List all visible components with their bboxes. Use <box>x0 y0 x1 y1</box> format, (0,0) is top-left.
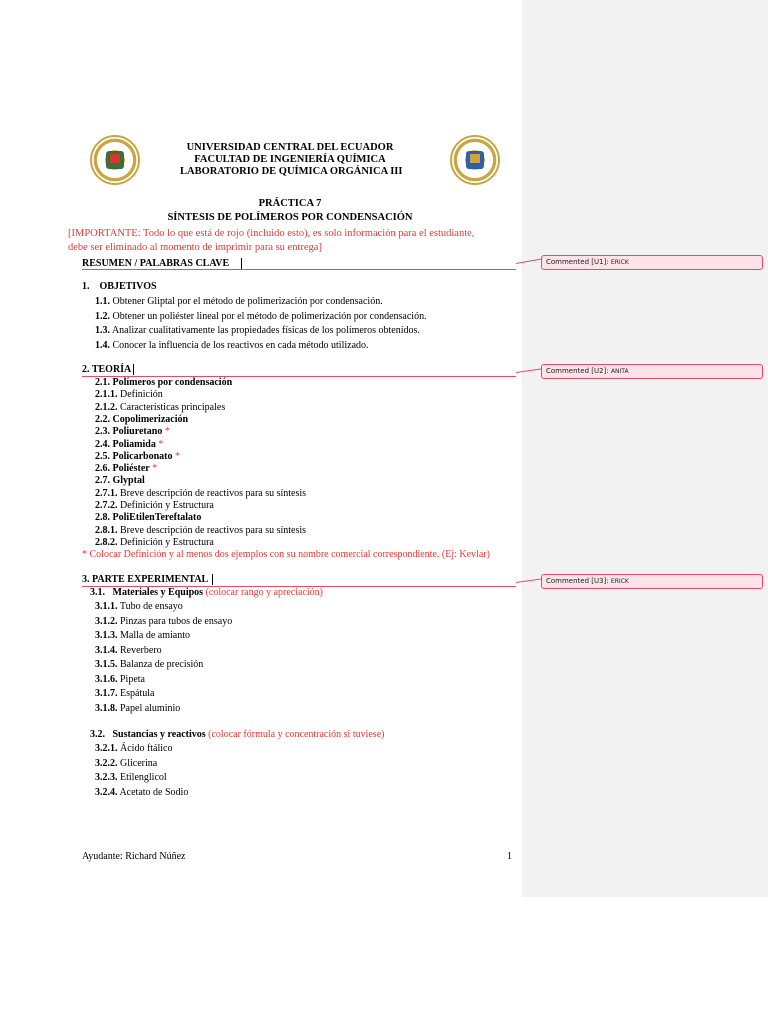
objetivo-item-text: Obtener Gliptal por el método de polimerización por condensación. <box>112 296 383 307</box>
faculty-name: FACULTAD DE INGENIERÍA QUÍMICA <box>194 154 386 165</box>
sustancia-item <box>95 743 172 755</box>
material-item-text: Pinzas para tubos de ensayo <box>120 615 233 627</box>
teoria-item-text: Polímeros por condensación <box>112 377 233 388</box>
materiales-label: Materiales y Equipos <box>112 587 204 598</box>
teoria-item-number: 2.4. <box>95 438 110 450</box>
material-item-number: 3.1.1. <box>95 601 118 612</box>
teoria-item-number: 2.8.1. <box>95 524 118 536</box>
teoria-item-text: Policarbonato <box>112 450 173 462</box>
material-item-number: 3.1.8. <box>95 702 118 714</box>
teoria-item-asterisk: * <box>175 450 180 462</box>
teoria-item-number: 2.8.2. <box>95 536 118 548</box>
teoria-item <box>95 389 163 401</box>
comment-u3-author: ERICK <box>610 578 629 585</box>
lab-name: LABORATORIO DE QUÍMICA ORGÁNICA III <box>180 166 403 177</box>
important-note-line1: [IMPORTANTE: Todo lo que está de rojo (incluido esto), es solo información para el estudiante, <box>68 228 475 239</box>
teoria-item-text: Copolimerización <box>112 413 189 425</box>
teoria-note: * Colocar Definición y al menos dos ejemplos con su nombre comercial correspondiente. (Ej: Kevlar) <box>82 549 490 560</box>
material-item <box>95 659 203 671</box>
teoria-item <box>95 426 170 438</box>
sustancia-item-text: Acetato de Sodio <box>119 786 189 798</box>
teoria-item-text: Breve descripción de reactivos para su síntesis <box>120 487 307 499</box>
comment-anchor-u2 <box>133 364 134 375</box>
teoria-item <box>95 500 214 512</box>
material-item <box>95 616 232 628</box>
teoria-item-number: 2.5. <box>95 450 110 462</box>
teoria-item-number: 2.8. <box>95 512 110 524</box>
section-resumen[interactable]: RESUMEN / PALABRAS CLAVE <box>82 258 230 269</box>
teoria-item <box>95 451 180 463</box>
teoria-item-asterisk: * <box>158 438 164 450</box>
teoria-item-text: Definición <box>120 389 163 401</box>
practice-number: PRÁCTICA 7 <box>258 198 322 209</box>
teoria-item-number: 2.1. <box>95 377 110 388</box>
teoria-item <box>95 377 232 389</box>
section-teoria[interactable]: 2. TEORÍA <box>82 364 132 375</box>
teoria-item <box>95 475 145 487</box>
objetivo-item-number: 1.2. <box>95 310 110 322</box>
objetivo-item <box>95 311 427 323</box>
material-item-number: 3.1.2. <box>95 615 118 627</box>
material-item-text: Reverbero <box>120 644 162 656</box>
sustancia-item <box>95 772 167 784</box>
footer-assistant: Ayudante: Richard Núñez <box>82 851 186 862</box>
material-item-number: 3.1.4. <box>95 644 118 656</box>
teoria-item-number: 2.7. <box>95 475 110 487</box>
objetivo-item-number: 1.1. <box>95 296 110 307</box>
teoria-item-text: Definición y Estructura <box>120 500 214 511</box>
objetivo-item <box>95 325 420 337</box>
teoria-item <box>95 414 188 426</box>
objetivos-heading: OBJETIVOS <box>99 281 157 292</box>
sustancia-item-number: 3.2.1. <box>95 743 118 754</box>
teoria-item-text: Poliéster <box>112 463 150 475</box>
teoria-item-asterisk: * <box>152 463 158 475</box>
teoria-item-number: 2.7.2. <box>95 500 118 511</box>
university-name: UNIVERSIDAD CENTRAL DEL ECUADOR <box>186 142 394 153</box>
comment-u1[interactable] <box>541 255 763 270</box>
sustancia-item-number: 3.2.3. <box>95 772 118 783</box>
teoria-item-asterisk: * <box>164 426 170 438</box>
sustancia-item <box>95 787 188 799</box>
teoria-item <box>95 402 225 414</box>
material-item-number: 3.1.3. <box>95 630 118 641</box>
sustancia-item <box>95 758 157 770</box>
comments-pane <box>522 0 768 897</box>
sustancias-note: (colocar fórmula y concentración si tuviese) <box>208 729 385 740</box>
material-item <box>95 630 190 642</box>
faculty-logo-right <box>450 135 500 185</box>
section-objetivos <box>82 281 157 292</box>
teoria-item <box>95 525 306 537</box>
teoria-item-text: Definición y Estructura <box>120 536 214 548</box>
comment-u3-label: Commented [U3]: <box>546 577 609 585</box>
material-item-text: Espátula <box>120 688 155 699</box>
teoria-item <box>95 463 157 475</box>
teoria-item-text: Poliamida <box>112 438 156 450</box>
material-item-number: 3.1.7. <box>95 688 118 699</box>
objetivo-item-number: 1.4. <box>95 339 110 351</box>
teoria-item <box>95 488 306 500</box>
materiales-note: (colocar rango y apreciación) <box>205 587 323 598</box>
sustancias-number: 3.2. <box>90 729 105 740</box>
objetivo-item <box>95 340 369 352</box>
objetivo-item <box>95 296 383 308</box>
material-item-text: Tubo de ensayo <box>119 601 183 612</box>
university-logo-left <box>90 135 140 185</box>
material-item <box>95 645 162 657</box>
teoria-item-number: 2.2. <box>95 413 110 425</box>
teoria-item <box>95 439 163 451</box>
material-item <box>95 703 180 715</box>
sustancia-item-number: 3.2.4. <box>95 786 118 798</box>
teoria-item-text: Glyptal <box>112 475 145 487</box>
comment-u2-author: ANITA <box>610 368 629 375</box>
material-item-number: 3.1.6. <box>95 673 118 685</box>
sustancias-label: Sustancias y reactivos <box>112 729 206 740</box>
objetivo-item-text: Obtener un poliéster lineal por el método de polimerización por condensación. <box>112 310 427 322</box>
teoria-item <box>95 512 201 524</box>
comment-u2-label: Commented [U2]: <box>546 367 609 375</box>
section-parte-experimental[interactable]: 3. PARTE EXPERIMENTAL <box>82 574 209 585</box>
important-note-line2: debe ser eliminado al momento de imprimir para su entrega] <box>68 242 322 253</box>
material-item-text: Malla de amianto <box>120 630 190 641</box>
comment-u1-author: ERICK <box>610 259 629 266</box>
objetivo-item-text: Analizar cualitativamente las propiedades físicas de los polímeros obtenidos. <box>111 325 420 336</box>
sustancia-item-text: Glicerina <box>120 757 158 769</box>
teoria-item-number: 2.7.1. <box>95 487 118 499</box>
teoria-item-number: 2.1.2. <box>95 401 118 413</box>
comment-line-u3 <box>82 586 516 587</box>
footer-page-number: 1 <box>507 851 512 862</box>
material-item <box>95 688 154 700</box>
material-item <box>95 674 145 686</box>
comment-anchor-u3 <box>212 574 213 585</box>
objetivos-number: 1. <box>82 281 90 292</box>
materiales-number: 3.1. <box>90 587 105 598</box>
teoria-item <box>95 537 214 549</box>
material-item-text: Pipeta <box>120 673 145 685</box>
comment-u2[interactable] <box>541 364 763 379</box>
teoria-item-text: PoliEtilenTereftalato <box>112 512 202 524</box>
comment-line-u2 <box>82 376 516 377</box>
comment-line-u1 <box>82 269 516 270</box>
sustancia-item-number: 3.2.2. <box>95 757 118 769</box>
objetivo-item-text: Conocer la influencia de los reactivos en cada método utilizado. <box>112 339 369 351</box>
comment-u3[interactable] <box>541 574 763 589</box>
teoria-item-text: Poliuretano <box>112 426 163 438</box>
practice-title: SÍNTESIS DE POLÍMEROS POR CONDENSACIÓN <box>167 212 413 223</box>
teoria-item-text: Breve descripción de reactivos para su síntesis <box>120 524 307 536</box>
sustancia-item-text: Ácido ftálico <box>120 743 173 754</box>
objetivo-item-number: 1.3. <box>95 325 110 336</box>
material-item <box>95 601 183 613</box>
teoria-item-number: 2.1.1. <box>95 389 118 401</box>
teoria-item-text: Características principales <box>120 401 226 413</box>
material-item-number: 3.1.5. <box>95 659 118 670</box>
material-item-text: Papel aluminio <box>120 702 181 714</box>
materiales-heading <box>90 587 323 599</box>
teoria-item-number: 2.6. <box>95 463 110 475</box>
sustancias-heading <box>90 729 384 741</box>
sustancia-item-text: Etilenglicol <box>120 772 167 783</box>
comment-anchor-u1 <box>241 258 242 269</box>
material-item-text: Balanza de precisión <box>120 659 204 670</box>
teoria-item-number: 2.3. <box>95 426 110 438</box>
comment-u1-label: Commented [U1]: <box>546 258 609 266</box>
